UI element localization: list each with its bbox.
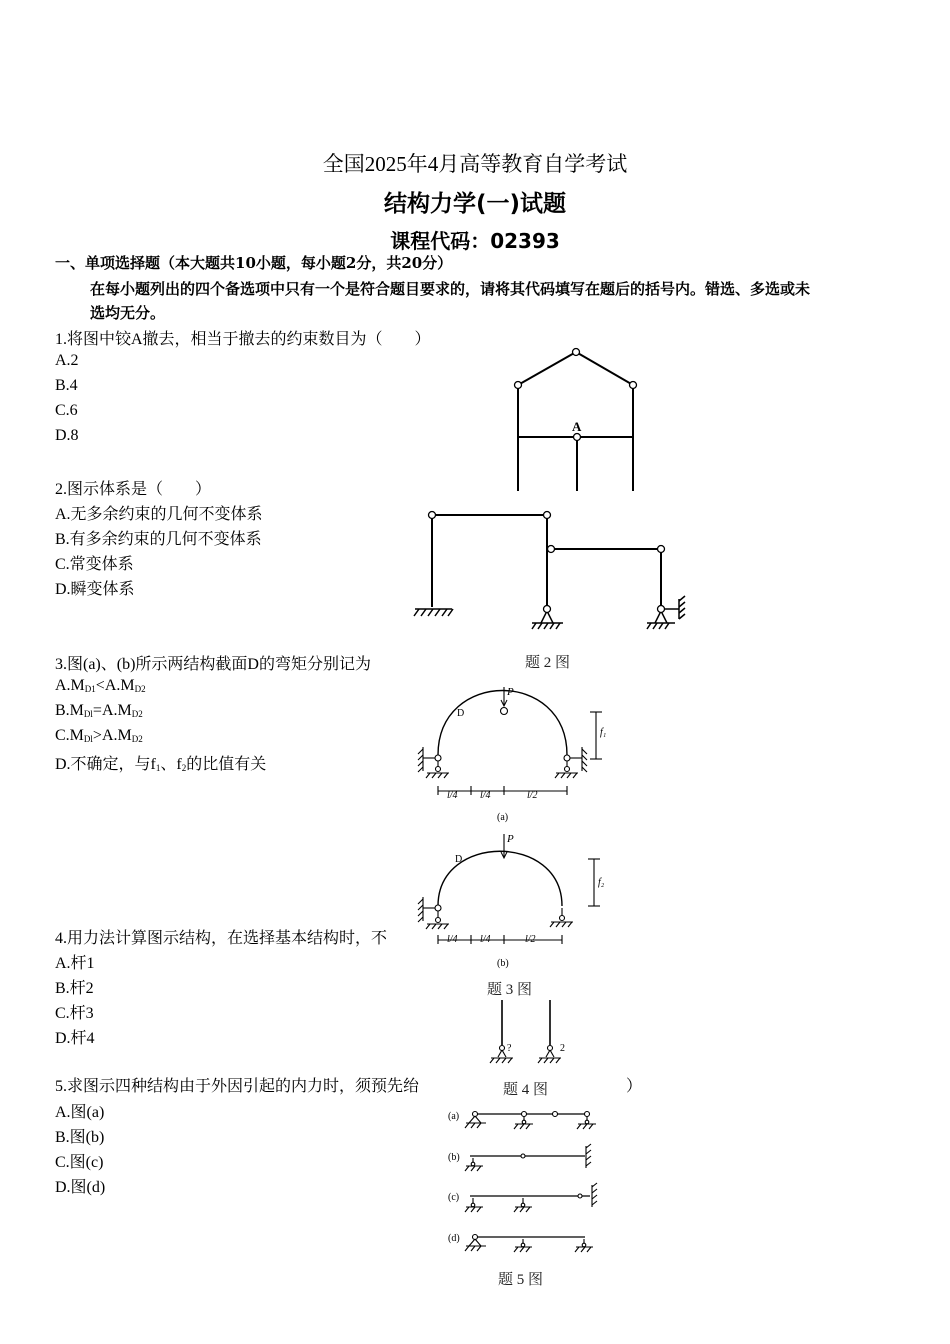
question-2-option-a[interactable]: A.无多余约束的几何不变体系 <box>55 506 263 523</box>
section-d-label: D <box>457 708 465 719</box>
figure-4-caption: 题 4 图 <box>503 1082 549 1098</box>
figure-5-caption: 题 5 图 <box>498 1272 544 1288</box>
load-p-label: P <box>507 686 514 698</box>
question-4-option-d[interactable]: D.杆4 <box>55 1030 95 1047</box>
exam-title: 全国2025年4月高等教育自学考试 <box>322 152 628 176</box>
question-3-stem: 3.图(a)、(b)所示两结构截面D的弯矩分别记为 <box>55 656 371 673</box>
question-5-stem: 5.求图示四种结构由于外因引起的内力时，须预先绐 <box>55 1078 420 1095</box>
question-1-option-c[interactable]: C.6 <box>55 402 78 419</box>
section-instruction: 在每小题列出的四个备选项中只有一个是符合题目要求的，请将其代码填写在题后的括号内。错选、多选或未 <box>90 280 811 298</box>
question-3-option-d[interactable]: D.不确定，与$f_1$、$f_2$的比值有关 <box>55 756 267 773</box>
question-5-option-a[interactable]: A.图(a) <box>55 1104 105 1121</box>
subfigure-a-label: (a) <box>497 812 509 823</box>
question-4-stem: 4.用力法计算图示结构，在选择基本结构时，不 <box>55 930 388 947</box>
subject-title: 结构力学(一)试题 <box>383 191 567 217</box>
hinge-a-label: A <box>572 419 582 434</box>
question-5-option-d[interactable]: D.图(d) <box>55 1179 106 1196</box>
load-p-label: P <box>507 833 514 845</box>
figure-3a-arch <box>415 683 615 823</box>
question-3-option-c[interactable]: $C.M_{Dl}>A.M_{D2}$ <box>55 727 143 744</box>
dim-l4-label: l/4 <box>447 934 458 945</box>
subfigure-a-label: (a) <box>448 1111 460 1122</box>
question-2-stem: 2.图示体系是（ ） <box>55 481 212 498</box>
dim-l4-label: l/4 <box>480 790 491 801</box>
dim-l4-label: l/4 <box>480 934 491 945</box>
question-4-option-a[interactable]: A.杆1 <box>55 955 95 972</box>
section-d-label: D <box>455 854 463 865</box>
figure-3b-arch <box>415 828 615 973</box>
course-code: 课程代码：02393 <box>390 229 560 253</box>
question-5-option-c[interactable]: C.图(c) <box>55 1154 104 1171</box>
subfigure-c-label: (c) <box>448 1192 460 1203</box>
figure-3-caption: 题 3 图 <box>487 982 533 998</box>
question-5-stem-tail: ） <box>626 1078 643 1095</box>
figure-4-frame <box>480 1000 580 1070</box>
figure-1-frame <box>500 345 650 495</box>
section-title: 一、单项选择题（本大题共10小题，每小题2分，共20分） <box>55 254 453 272</box>
section-instruction-cont: 选均无分。 <box>90 304 166 322</box>
dim-l4-label: l/4 <box>447 790 458 801</box>
question-1-stem: 1.将图中铰A撤去，相当于撤去的约束数目为（ ） <box>55 331 431 348</box>
question-2-option-d[interactable]: D.瞬变体系 <box>55 581 135 598</box>
dim-l2-label: l/2 <box>527 790 538 801</box>
question-2-option-b[interactable]: B.有多余约束的几何不变体系 <box>55 531 262 548</box>
question-2-option-c[interactable]: C.常变体系 <box>55 556 134 573</box>
question-3-option-b[interactable]: $B.M_{Dl}=A.M_{D2}$ <box>55 702 143 719</box>
question-1-option-a[interactable]: A.2 <box>55 352 79 369</box>
dim-l2-label: l/2 <box>525 934 536 945</box>
question-4-option-c[interactable]: C.杆3 <box>55 1005 94 1022</box>
bar-label: ? <box>507 1043 512 1054</box>
question-3-option-a[interactable]: $A.M_{D1}<A.M_{D2}$ <box>55 677 146 694</box>
subfigure-b-label: (b) <box>448 1152 460 1163</box>
question-4-option-b[interactable]: B.杆2 <box>55 980 94 997</box>
figure-2-caption: 题 2 图 <box>525 655 571 671</box>
subfigure-d-label: (d) <box>448 1233 460 1244</box>
subfigure-b-label: (b) <box>497 958 509 969</box>
rise-f2-label: f₂ <box>598 877 605 888</box>
figure-2-frame <box>405 505 705 635</box>
question-5-option-b[interactable]: B.图(b) <box>55 1129 105 1146</box>
rise-f1-label: f₁ <box>600 727 607 738</box>
question-1-option-b[interactable]: B.4 <box>55 377 78 394</box>
bar-label: 2 <box>560 1043 565 1054</box>
question-1-option-d[interactable]: D.8 <box>55 427 79 444</box>
figure-5-beams <box>445 1103 610 1263</box>
